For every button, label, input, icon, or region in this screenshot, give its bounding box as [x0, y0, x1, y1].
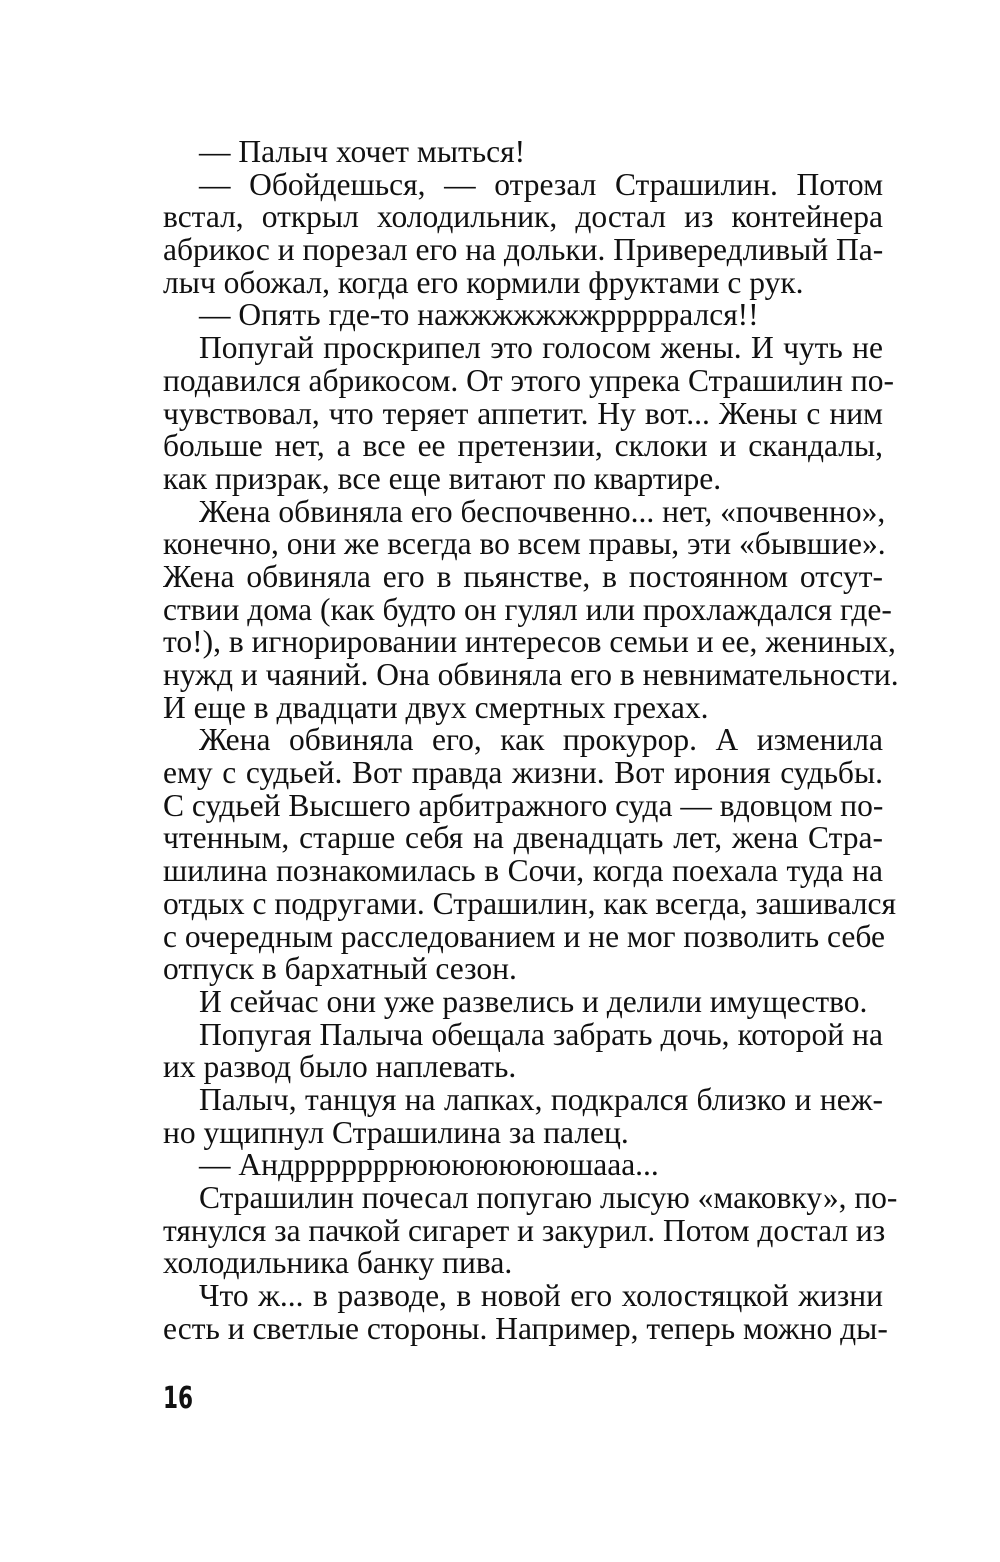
- text-line: Палыч, танцуя на лапках, подкрался близко и неж-: [199, 1081, 883, 1117]
- text-line: — Андрррррррюююююююшааа...: [199, 1147, 659, 1183]
- text-line: ствии дома (как будто он гулял или прохлаждался где-: [163, 591, 892, 627]
- body-text: [163, 134, 899, 1346]
- text-line: с очередным расследованием и не мог позволить себе: [163, 918, 885, 954]
- text-line: нужд и чаяний. Она обвиняла его в невнимательности.: [163, 657, 899, 692]
- text-line: — Опять где-то нажжжжжжжрррррался!!: [199, 297, 759, 333]
- text-line: тянулся за пачкой сигарет и закурил. Потом достал из: [163, 1212, 886, 1248]
- text-line: чувствовал, что теряет аппетит. Ну вот... Жены с ним: [163, 395, 883, 431]
- text-line: И еще в двадцати двух смертных грехах.: [163, 689, 709, 725]
- text-line: отдых с подругами. Страшилин, как всегда, зашивался: [163, 885, 896, 921]
- text-line: Жена обвиняла его в пьянстве, в постоянном отсут-: [163, 558, 883, 594]
- text-line: отпуск в бархатный сезон.: [163, 951, 517, 987]
- text-line: есть и светлые стороны. Например, теперь можно ды-: [163, 1310, 888, 1346]
- text-line: Жена обвиняла его беспочвенно... нет, «почвенно»,: [199, 493, 886, 529]
- text-line: но ущипнул Страшилина за палец.: [163, 1114, 629, 1150]
- text-line: подавился абрикосом. От этого упрека Страшилин по-: [163, 362, 894, 398]
- text-line: шилина познакомилась в Сочи, когда поехала туда на: [163, 853, 883, 889]
- text-line: Что ж... в разводе, в новой его холостяцкой жизни: [199, 1278, 883, 1314]
- text-line: И сейчас они уже развелись и делили имущество.: [199, 983, 868, 1019]
- text-line: С судьей Высшего арбитражного суда — вдовцом по-: [163, 787, 884, 823]
- text-line: как призрак, все еще витают по квартире.: [163, 460, 722, 496]
- text-line: чтенным, старше себя на двенадцать лет, жена Стра-: [163, 820, 883, 856]
- text-line: то!), в игнорировании интересов семьи и ее, жениных,: [163, 624, 896, 660]
- text-line: холодильника банку пива.: [163, 1245, 513, 1281]
- text-line: — Обойдешься, — отрезал Страшилин. Потом: [199, 166, 883, 202]
- text-line: ему с судьей. Вот правда жизни. Вот ирония судьбы.: [163, 755, 883, 791]
- text-line: Попугая Палыча обещала забрать дочь, которой на: [199, 1016, 883, 1052]
- text-line: встал, открыл холодильник, достал из контейнера: [163, 199, 883, 235]
- page-number: 16: [163, 1381, 194, 1416]
- text-line: лыч обожал, когда его кормили фруктами с рук.: [163, 264, 804, 300]
- text-line: Страшилин почесал попугаю лысую «маковку», по-: [199, 1180, 898, 1215]
- text-line: больше нет, а все ее претензии, склоки и скандалы,: [163, 428, 883, 464]
- text-line: абрикос и порезал его на дольки. Привередливый Па-: [163, 232, 884, 268]
- text-line: Попугай проскрипел это голосом жены. И чуть не: [199, 330, 883, 366]
- text-line: их развод было наплевать.: [163, 1049, 517, 1085]
- text-line: Жена обвиняла его, как прокурор. А изменила: [199, 722, 883, 758]
- text-line: — Палыч хочет мыться!: [199, 134, 526, 169]
- text-line: конечно, они же всегда во всем правы, эти «бывшие».: [163, 526, 886, 562]
